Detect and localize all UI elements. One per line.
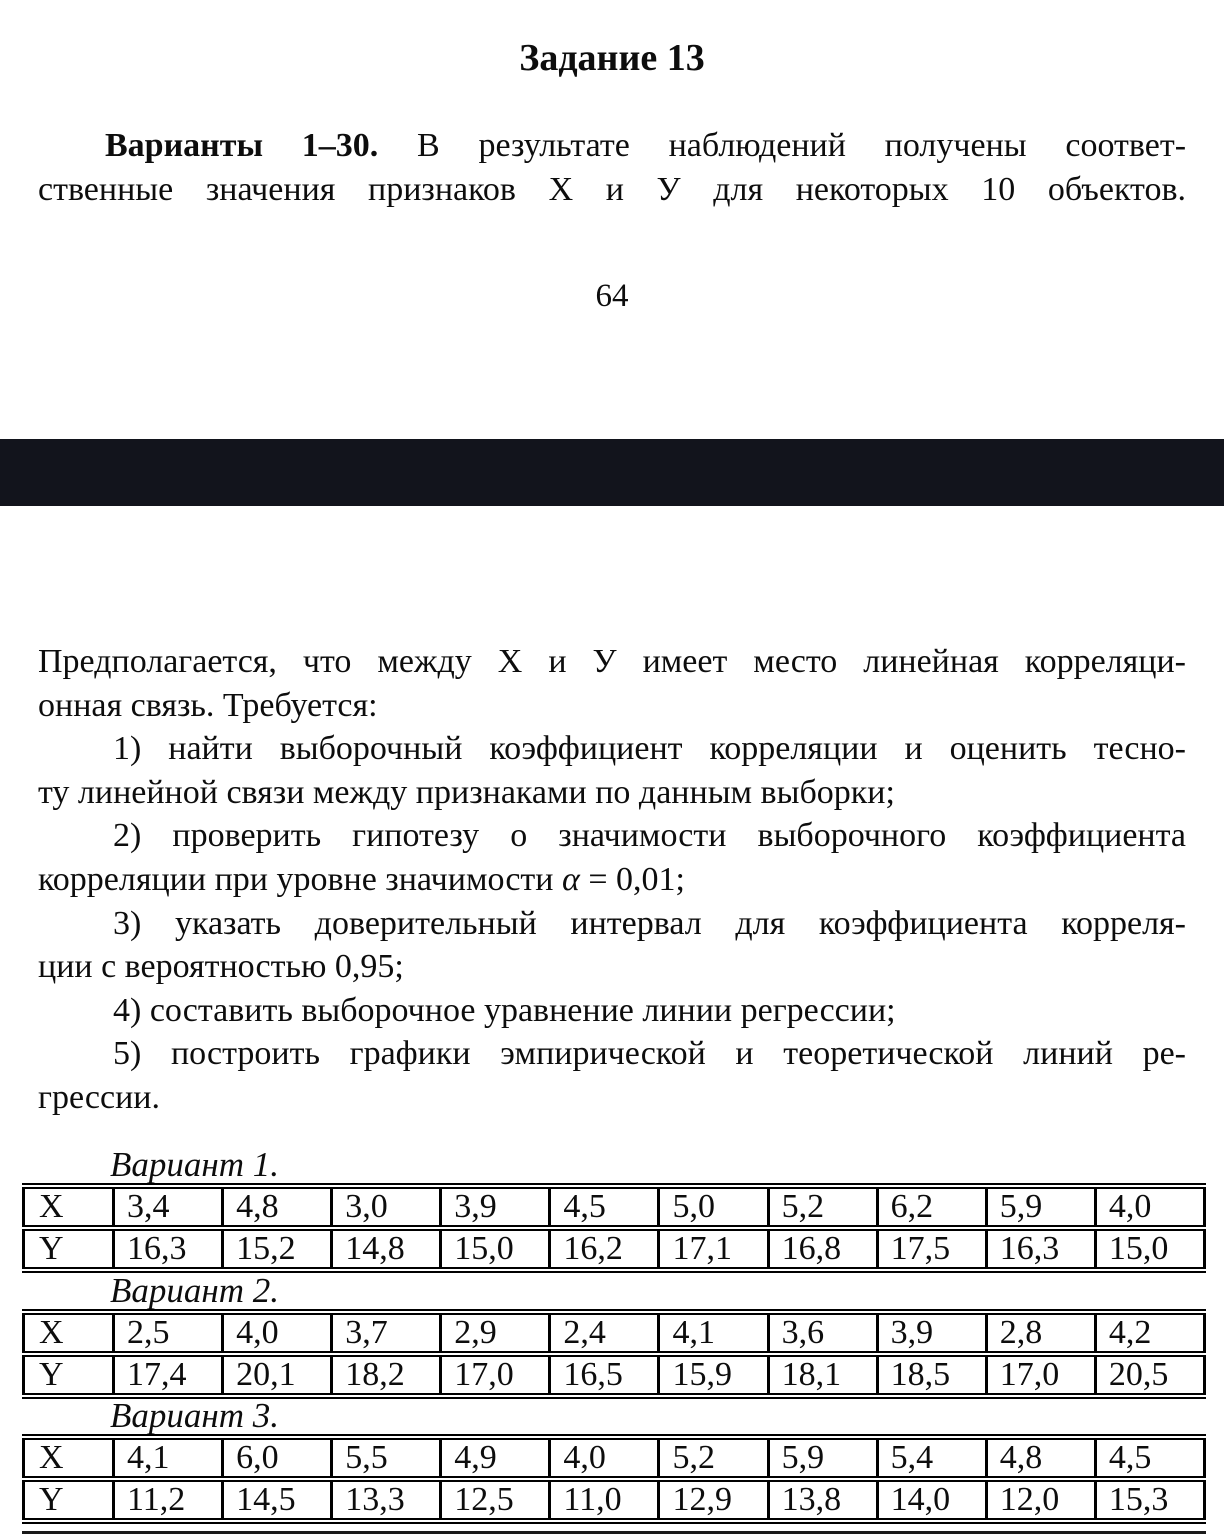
table-cell: 17,0 — [986, 1354, 1095, 1396]
table-cell: 11,2 — [114, 1479, 223, 1521]
variant-3-label: Вариант 3. — [110, 1396, 280, 1435]
table-cell: 14,5 — [223, 1479, 332, 1521]
table-cell: 4,8 — [223, 1186, 332, 1228]
table-cell: 15,9 — [659, 1354, 768, 1396]
table-cell: 4,2 — [1095, 1312, 1204, 1354]
table-cell: 20,5 — [1095, 1354, 1204, 1396]
body-line-2: онная связь. Требуется: — [38, 686, 378, 724]
y-row-header: Y — [24, 1479, 114, 1521]
table-cell: 3,6 — [768, 1312, 877, 1354]
variant-2-y-row — [24, 1354, 1205, 1396]
table-cell: 17,4 — [114, 1354, 223, 1396]
page-number: 64 — [595, 278, 629, 314]
table-cell: 12,9 — [659, 1479, 768, 1521]
table-cell: 16,3 — [986, 1228, 1095, 1270]
y-row-header: Y — [24, 1228, 114, 1270]
table-cell: 17,5 — [877, 1228, 986, 1270]
scan-artifact-band — [0, 439, 1224, 506]
table-cell: 16,8 — [768, 1228, 877, 1270]
page-title: Задание 13 — [519, 37, 705, 79]
intro-line-1 — [38, 124, 1186, 168]
table-cell: 14,8 — [332, 1228, 441, 1270]
table-cell: 17,1 — [659, 1228, 768, 1270]
task-item-3-line-2: ции с вероятностью 0,95; — [38, 948, 404, 986]
variant-2-table — [22, 1309, 1206, 1399]
variant-1-label: Вариант 1. — [110, 1145, 280, 1184]
table-cell: 16,3 — [114, 1228, 223, 1270]
task-item-2-line-1: 2) проверить гипотезу о значимости выборочного коэффициента — [113, 817, 1186, 855]
table-cell: 5,9 — [768, 1437, 877, 1479]
task-item-3-line-1: 3) указать доверительный интервал для коэффициента корреля- — [113, 904, 1186, 942]
table-cell: 5,2 — [659, 1437, 768, 1479]
x-row-header: X — [24, 1312, 114, 1354]
variant-1-table — [22, 1183, 1206, 1273]
clipped-scan-line — [22, 1531, 1206, 1534]
task-item-5-line-2: грессии. — [38, 1078, 160, 1116]
x-row-header: X — [24, 1186, 114, 1228]
table-cell: 4,1 — [659, 1312, 768, 1354]
table-cell: 3,0 — [332, 1186, 441, 1228]
table-cell: 5,0 — [659, 1186, 768, 1228]
table-cell: 3,4 — [114, 1186, 223, 1228]
table-cell: 2,5 — [114, 1312, 223, 1354]
table-cell: 4,9 — [441, 1437, 550, 1479]
table-cell: 14,0 — [877, 1479, 986, 1521]
table-cell: 12,5 — [441, 1479, 550, 1521]
table-cell: 15,2 — [223, 1228, 332, 1270]
task-item-1-line-1: 1) найти выборочный коэффициент корреляции и оценить тесно- — [113, 730, 1186, 768]
table-cell: 13,3 — [332, 1479, 441, 1521]
table-cell: 3,9 — [877, 1312, 986, 1354]
table-cell: 18,1 — [768, 1354, 877, 1396]
table-cell: 15,0 — [1095, 1228, 1204, 1270]
table-cell: 5,5 — [332, 1437, 441, 1479]
variant-3-y-row — [24, 1479, 1205, 1521]
body-line-1: Предполагается, что между Х и У имеет место линейная корреляци- — [38, 643, 1186, 680]
table-cell: 6,2 — [877, 1186, 986, 1228]
intro-paragraph — [38, 124, 1186, 212]
table-cell: 15,0 — [441, 1228, 550, 1270]
task-item-1-line-2: ту линейной связи между признаками по данным выборки; — [38, 773, 895, 811]
table-cell: 15,3 — [1095, 1479, 1204, 1521]
variant-1-x-row — [24, 1186, 1205, 1228]
task-requirements-text — [38, 640, 1186, 1120]
table-cell: 3,7 — [332, 1312, 441, 1354]
table-cell: 11,0 — [550, 1479, 659, 1521]
alpha-symbol: α — [561, 860, 580, 898]
table-cell: 13,8 — [768, 1479, 877, 1521]
variants-range-bold: Варианты 1–30. — [105, 127, 379, 164]
variant-2-label: Вариант 2. — [110, 1271, 280, 1310]
alpha-line-pre: корреляции при уровне значимости — [38, 860, 562, 898]
table-cell: 2,8 — [986, 1312, 1095, 1354]
table-cell: 5,4 — [877, 1437, 986, 1479]
intro-line-2: ственные значения признаков Х и У для некоторых 10 объектов. — [38, 171, 1186, 208]
intro-line-1-rest: В результате наблюдений получены соответ- — [417, 127, 1187, 164]
table-cell: 4,0 — [550, 1437, 659, 1479]
task-item-4: 4) составить выборочное уравнение линии регрессии; — [113, 991, 896, 1029]
table-cell: 4,8 — [986, 1437, 1095, 1479]
table-cell: 12,0 — [986, 1479, 1095, 1521]
table-cell: 18,5 — [877, 1354, 986, 1396]
table-cell: 4,1 — [114, 1437, 223, 1479]
variant-2-x-row — [24, 1312, 1205, 1354]
table-cell: 18,2 — [332, 1354, 441, 1396]
table-cell: 17,0 — [441, 1354, 550, 1396]
table-cell: 16,2 — [550, 1228, 659, 1270]
variant-3-x-row — [24, 1437, 1205, 1479]
table-cell: 4,0 — [223, 1312, 332, 1354]
table-cell: 2,9 — [441, 1312, 550, 1354]
table-cell: 3,9 — [441, 1186, 550, 1228]
table-cell: 4,0 — [1095, 1186, 1204, 1228]
x-row-header: X — [24, 1437, 114, 1479]
table-cell: 20,1 — [223, 1354, 332, 1396]
table-cell: 16,5 — [550, 1354, 659, 1396]
task-item-5-line-1: 5) построить графики эмпирической и теоретической линий ре- — [113, 1035, 1186, 1073]
variant-3-table — [22, 1434, 1206, 1524]
table-cell: 6,0 — [223, 1437, 332, 1479]
task-item-2-line-2 — [38, 858, 1186, 902]
table-cell: 5,9 — [986, 1186, 1095, 1228]
table-cell: 5,2 — [768, 1186, 877, 1228]
variant-1-y-row — [24, 1228, 1205, 1270]
alpha-line-post: = 0,01; — [579, 860, 685, 898]
table-cell: 2,4 — [550, 1312, 659, 1354]
y-row-header: Y — [24, 1354, 114, 1396]
table-cell: 4,5 — [550, 1186, 659, 1228]
table-cell: 4,5 — [1095, 1437, 1204, 1479]
